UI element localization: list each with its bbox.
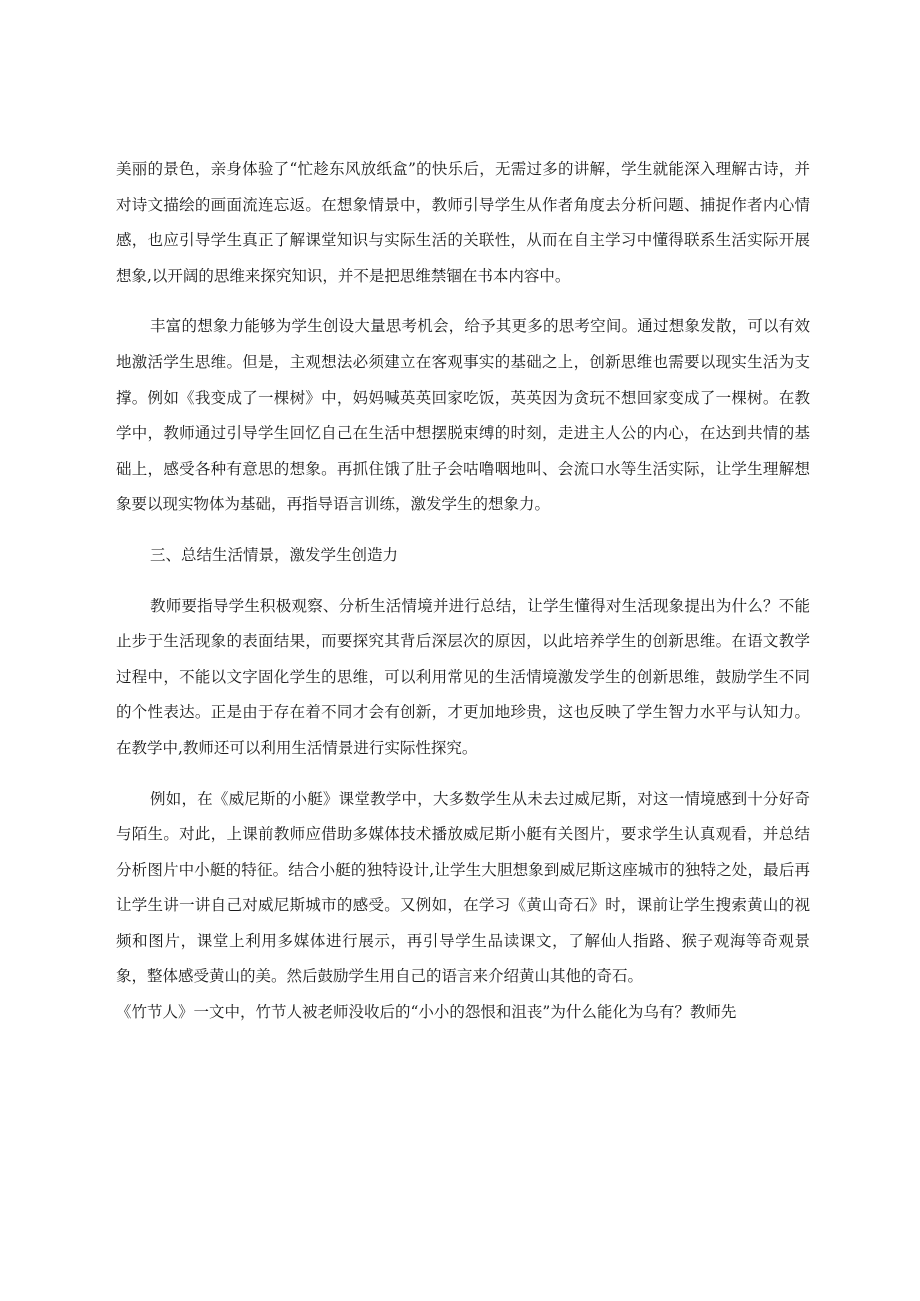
paragraph-venice-example: 例如，在《威尼斯的小艇》课堂教学中，大多数学生从未去过威尼斯，对这一情境感到十分好奇与陌生。对此，上课前教师应借助多媒体技术播放威尼斯小艇有关图片，要求学生认真观看，并总结分析图片中小艇的特征。结合小艇的独特设计,让学生大胆想象到威尼斯这座城市的独特之处，最后再让学生讲一讲自己对威尼斯城市的感受。又例如，在学习《黄山奇石》时，课前让学生搜索黄山的视频和图片，课堂上利用多媒体进行展示，再引导学生品读课文，了解仙人指路、猴子观海等奇观景象，整体感受黄山的美。然后鼓励学生用自己的语言来介绍黄山其他的奇石。 <box>116 789 810 986</box>
paragraph-observation: 教师要指导学生积极观察、分析生活情境并进行总结，让学生懂得对生活现象提出为什么？不能止步于生活现象的表面结果，而要探究其背后深层次的原因，以此培养学生的创新思维。在语文教学过程中，不能以文字固化学生的思维，可以利用常见的生活情境激发学生的创新思维，鼓励学生不同的个性表达。正是由于存在着不同才会有创新，才更加地珍贵，这也反映了学生智力水平与认知力。在教学中,教师还可以利用生活情景进行实际性探究。 <box>116 596 810 757</box>
paragraph-landscape: 美丽的景色，亲身体验了“忙趁东风放纸盒”的快乐后，无需过多的讲解，学生就能深入理解古诗，并对诗文描绘的画面流连忘返。在想象情景中，教师引导学生从作者角度去分析问题、捕捉作者内心情感，也应引导学生真正了解课堂知识与实际生活的关联性，从而在自主学习中懂得联系生活实际开展想象,以开阔的思维来探究知识，并不是把思维禁锢在书本内容中。 <box>116 160 810 285</box>
section-heading: 三、总结生活情景，激发学生创造力 <box>150 545 399 564</box>
paragraph-imagination: 丰富的想象力能够为学生创设大量思考机会，给予其更多的思考空间。通过想象发散，可以有效地激活学生思维。但是，主观想法必须建立在客观事实的基础之上，创新思维也需要以现实生活为支撑。例如《我变成了一棵树》中，妈妈喊英英回家吃饭，英英因为贪玩不想回家变成了一棵树。在教学中，教师通过引导学生回忆自己在生活中想摆脱束缚的时刻，走进主人公的内心，在达到共情的基础上，感受各种有意思的想象。再抓住饿了肚子会咕噜咽地叫、会流口水等生活实际，让学生理解想象要以现实物体为基础，再指导语言训练，激发学生的想象力。 <box>116 317 810 514</box>
document-body <box>116 152 810 1031</box>
paragraph-bamboo-man: 《竹节人》一文中，竹节人被老师没收后的“小小的怨恨和沮丧”为什么能化为乌有？教师先 <box>116 1003 737 1022</box>
